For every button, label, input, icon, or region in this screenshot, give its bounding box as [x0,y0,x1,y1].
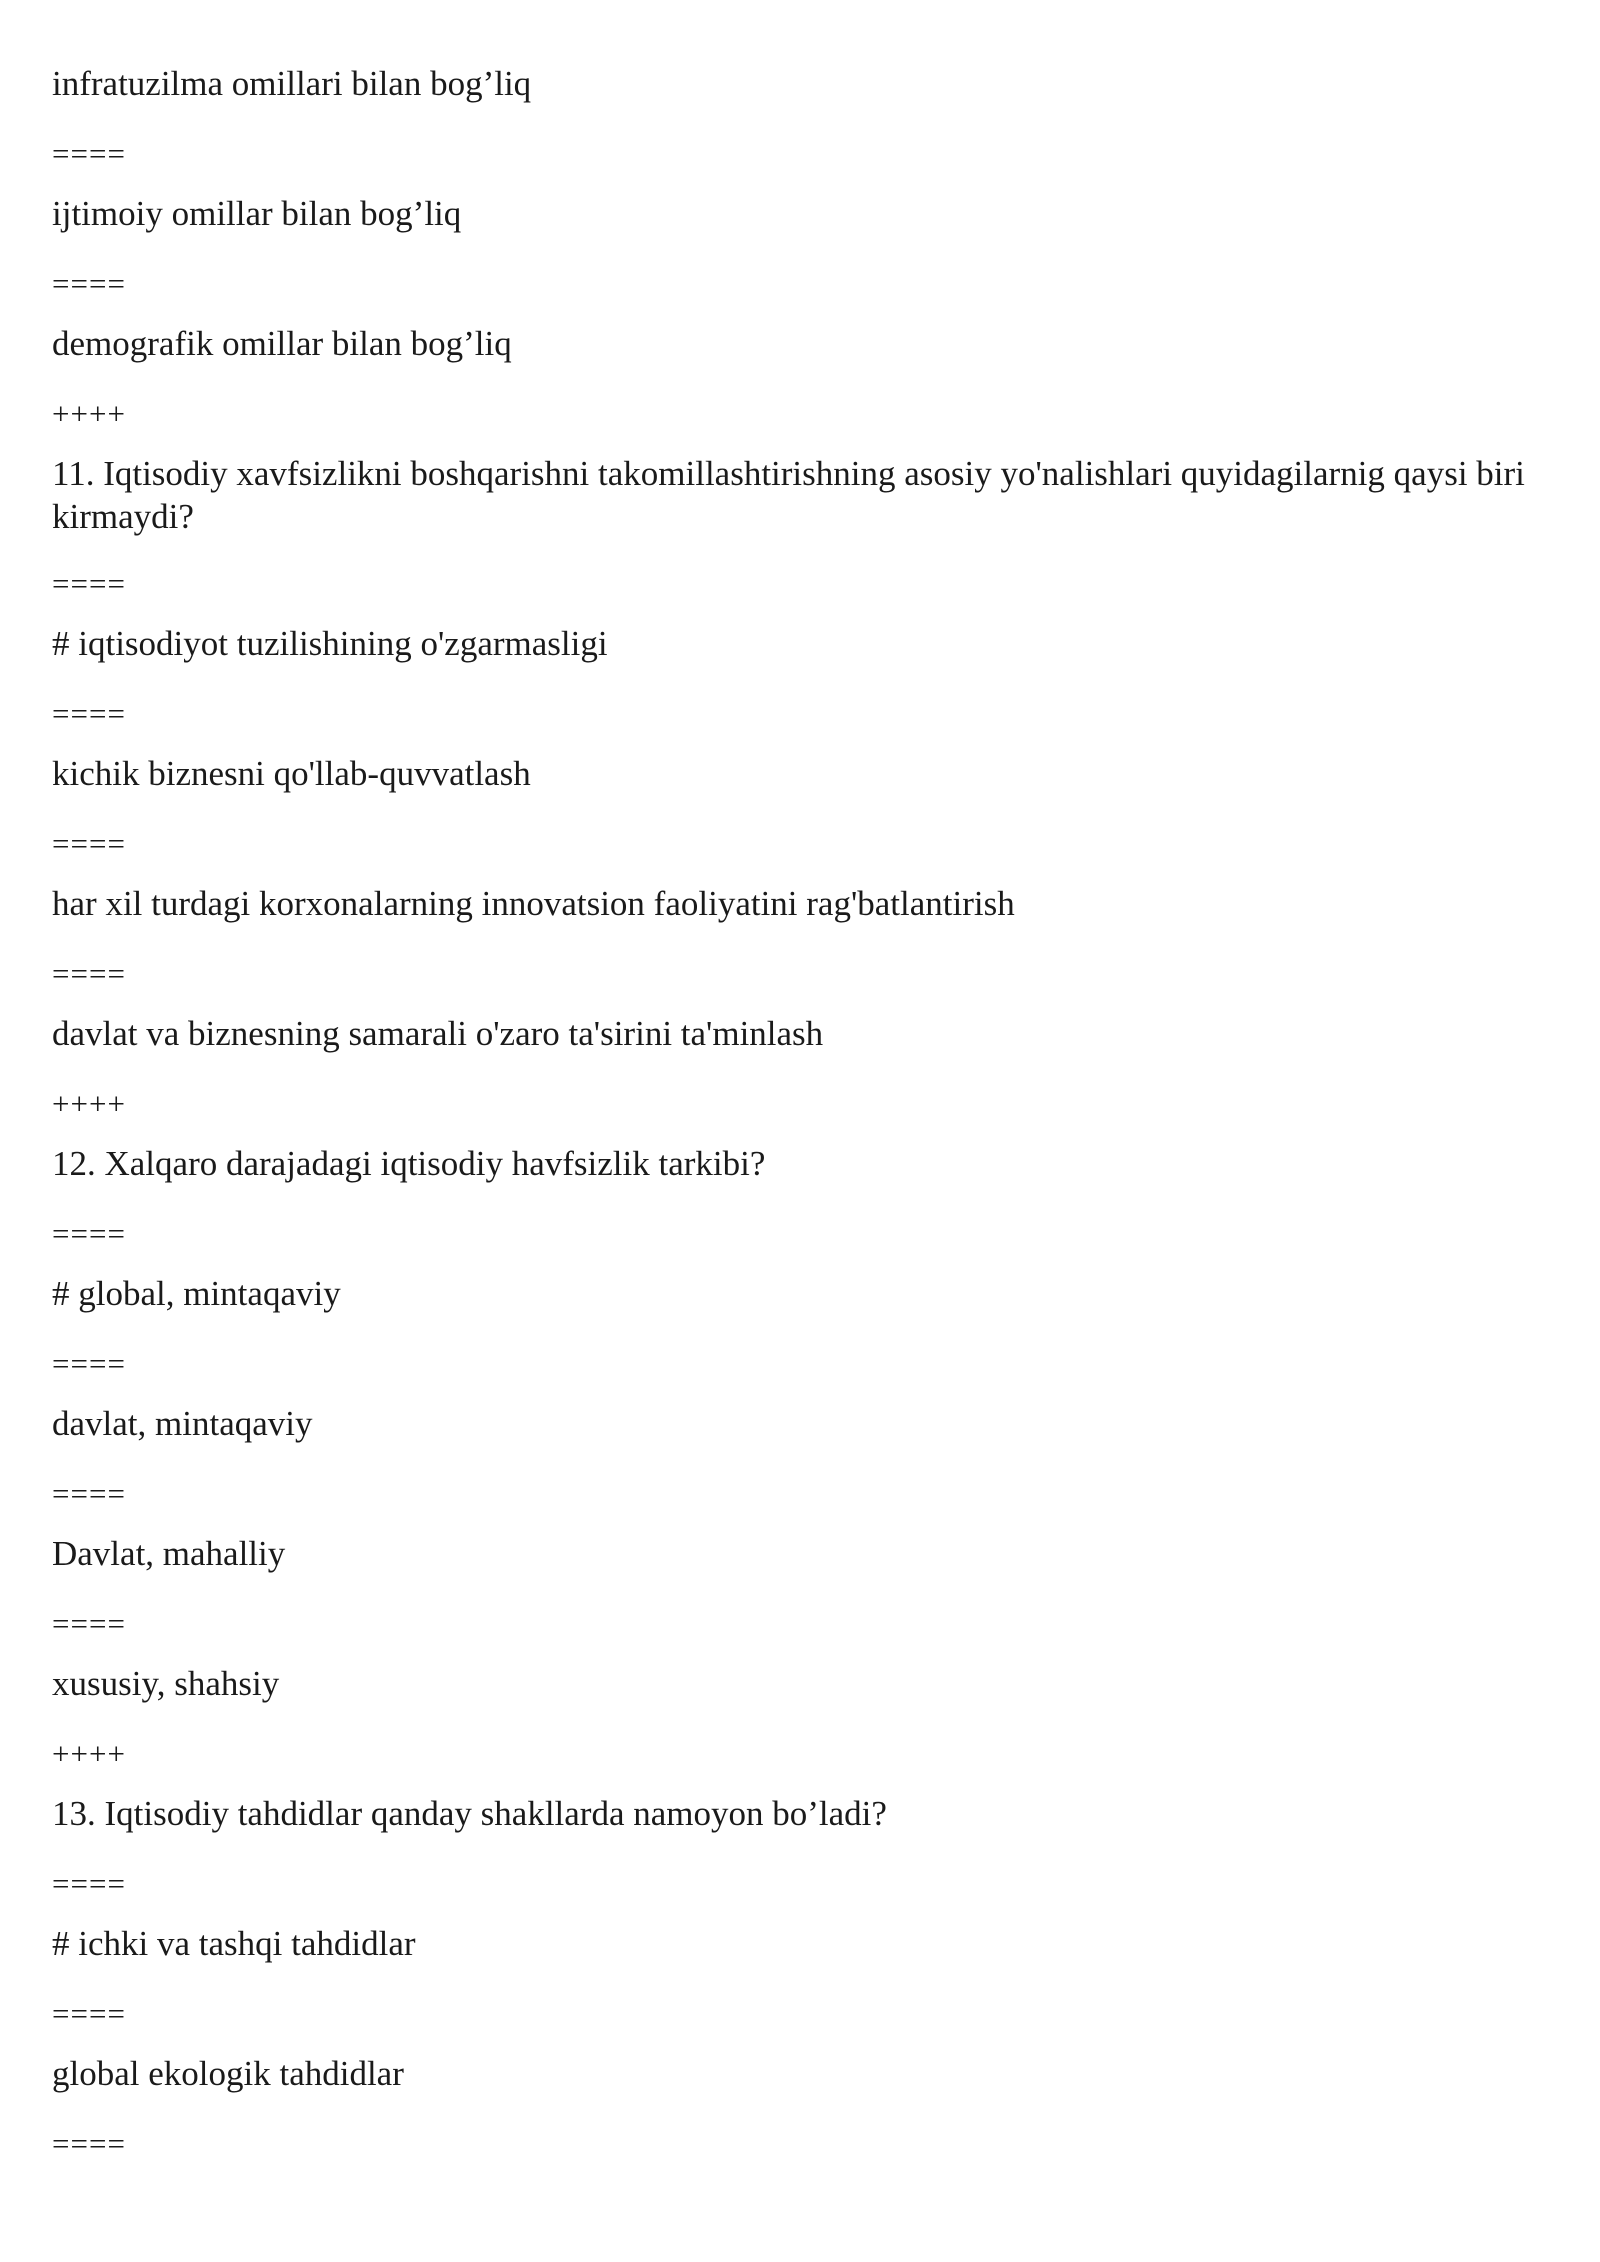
option-separator: ==== [52,1866,126,1901]
answer-option: global ekologik tahdidlar [52,2054,404,2093]
answer-option: xususiy, shahsiy [52,1664,280,1703]
answer-option: infratuzilma omillari bilan bog’liq [52,64,532,103]
correct-answer-option: # global, mintaqaviy [52,1274,341,1313]
answer-option: ijtimoiy omillar bilan bog’liq [52,194,462,233]
option-separator: ==== [52,266,126,301]
option-separator: ==== [52,696,126,731]
question-text: 11. Iqtisodiy xavfsizlikni boshqarishni takomillashtirishning asosiy yo'nalishlari quyidagilarnig qaysi biri kirmaydi? [52,454,1534,536]
option-separator: ==== [52,1476,126,1511]
option-separator: ==== [52,1216,126,1251]
option-separator: ==== [52,1996,126,2031]
question-separator: ++++ [52,1086,126,1121]
answer-option: davlat va biznesning samarali o'zaro ta'sirini ta'minlash [52,1014,824,1053]
option-separator: ==== [52,136,126,171]
option-separator: ==== [52,566,126,601]
correct-answer-option: # iqtisodiyot tuzilishining o'zgarmasligi [52,624,608,663]
correct-answer-option: # ichki va tashqi tahdidlar [52,1924,416,1963]
answer-option: davlat, mintaqaviy [52,1404,313,1443]
question-text: 12. Xalqaro darajadagi iqtisodiy havfsizlik tarkibi? [52,1144,766,1183]
answer-option: demografik omillar bilan bog’liq [52,324,512,363]
option-separator: ==== [52,956,126,991]
question-separator: ++++ [52,1736,126,1771]
option-separator: ==== [52,2126,126,2161]
option-separator: ==== [52,1346,126,1381]
answer-option: kichik biznesni qo'llab-quvvatlash [52,754,531,793]
answer-option: Davlat, mahalliy [52,1534,286,1573]
option-separator: ==== [52,1606,126,1641]
option-separator: ==== [52,826,126,861]
question-text: 13. Iqtisodiy tahdidlar qanday shakllarda namoyon bo’ladi? [52,1794,887,1833]
answer-option: har xil turdagi korxonalarning innovatsion faoliyatini rag'batlantirish [52,884,1015,923]
question-separator: ++++ [52,396,126,431]
